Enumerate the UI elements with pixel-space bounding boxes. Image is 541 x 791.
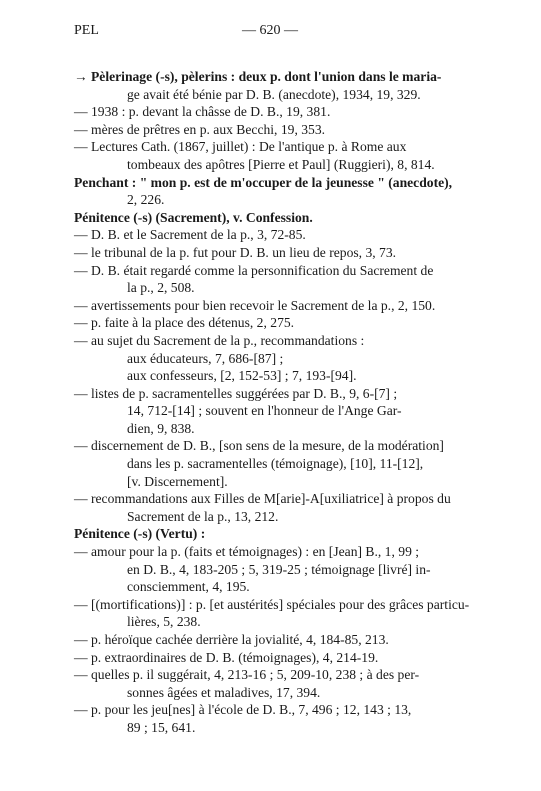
index-line: — p. faite à la place des détenus, 2, 275.	[74, 315, 295, 331]
index-line: — [(mortifications)] : p. [et austérités] spéciales pour des grâces particu-	[74, 596, 470, 612]
index-line: tombeaux des apôtres [Pierre et Paul] (Ruggieri), 8, 814.	[127, 156, 435, 172]
index-line: — amour pour la p. (faits et témoignages) : en [Jean] B., 1, 99 ;	[74, 544, 420, 560]
index-line: — recommandations aux Filles de M[arie]-A[uxiliatrice] à propos du	[74, 491, 451, 507]
index-line: — D. B. était regardé comme la personnification du Sacrement de	[74, 262, 434, 278]
index-line: — le tribunal de la p. fut pour D. B. un lieu de repos, 3, 73.	[74, 244, 397, 260]
page-number: — 620 —	[242, 23, 298, 38]
index-line: — listes de p. sacramentelles suggérées par D. B., 9, 6-[7] ;	[74, 385, 398, 401]
index-line: ge avait été bénie par D. B. (anecdote), 1934, 19, 329.	[127, 86, 421, 102]
index-line: Sacrement de la p., 13, 212.	[127, 508, 279, 524]
index-line: — mères de prêtres en p. aux Becchi, 19, 353.	[74, 121, 326, 137]
index-line: — 1938 : p. devant la châsse de D. B., 19, 381.	[74, 104, 331, 120]
index-line: lières, 5, 238.	[127, 614, 201, 630]
index-line: — Lectures Cath. (1867, juillet) : De l'antique p. à Rome aux	[74, 139, 407, 155]
index-line: la p., 2, 508.	[127, 280, 195, 296]
index-line: — p. extraordinaires de D. B. (témoignages), 4, 214-19.	[74, 649, 379, 665]
index-line: consciemment, 4, 195.	[127, 579, 250, 595]
page-header	[74, 22, 466, 42]
index-line: dans les p. sacramentelles (témoignage), [10], 11-[12],	[127, 456, 424, 472]
index-line: aux éducateurs, 7, 686-[87] ;	[127, 350, 284, 366]
index-line: → Pèlerinage (-s), pèlerins : deux p. dont l'union dans le maria-	[74, 69, 442, 84]
index-line: — p. pour les jeu[nes] à l'école de D. B., 7, 496 ; 12, 143 ; 13,	[74, 702, 412, 718]
index-line: en D. B., 4, 183-205 ; 5, 319-25 ; témoignage [livré] in-	[127, 561, 431, 577]
running-head: PEL	[74, 23, 99, 38]
index-line: sonnes âgées et maladives, 17, 394.	[127, 684, 321, 700]
index-line: — avertissements pour bien recevoir le Sacrement de la p., 2, 150.	[74, 297, 436, 313]
index-line: aux confesseurs, [2, 152-53] ; 7, 193-[94].	[127, 368, 357, 384]
index-line: 14, 712-[14] ; souvent en l'honneur de l'Ange Gar-	[127, 403, 402, 419]
index-line: [v. Discernement].	[127, 473, 228, 489]
index-line: 2, 226.	[127, 192, 165, 208]
index-line: — quelles p. il suggérait, 4, 213-16 ; 5, 209-10, 238 ; à des per-	[74, 667, 420, 683]
index-line: Penchant : " mon p. est de m'occuper de la jeunesse " (anecdote),	[74, 174, 453, 190]
index-line: — discernement de D. B., [son sens de la mesure, de la modération]	[74, 438, 444, 454]
index-line: — au sujet du Sacrement de la p., recommandations :	[74, 332, 365, 348]
index-entries	[74, 68, 469, 737]
index-line: 89 ; 15, 641.	[127, 719, 196, 735]
index-line: Pénitence (-s) (Sacrement), v. Confession.	[74, 209, 313, 225]
index-line: dien, 9, 838.	[127, 420, 195, 436]
index-line: Pénitence (-s) (Vertu) :	[74, 526, 206, 542]
index-line: — D. B. et le Sacrement de la p., 3, 72-85.	[74, 227, 306, 243]
index-line: — p. héroïque cachée derrière la jovialité, 4, 184-85, 213.	[74, 632, 389, 647]
